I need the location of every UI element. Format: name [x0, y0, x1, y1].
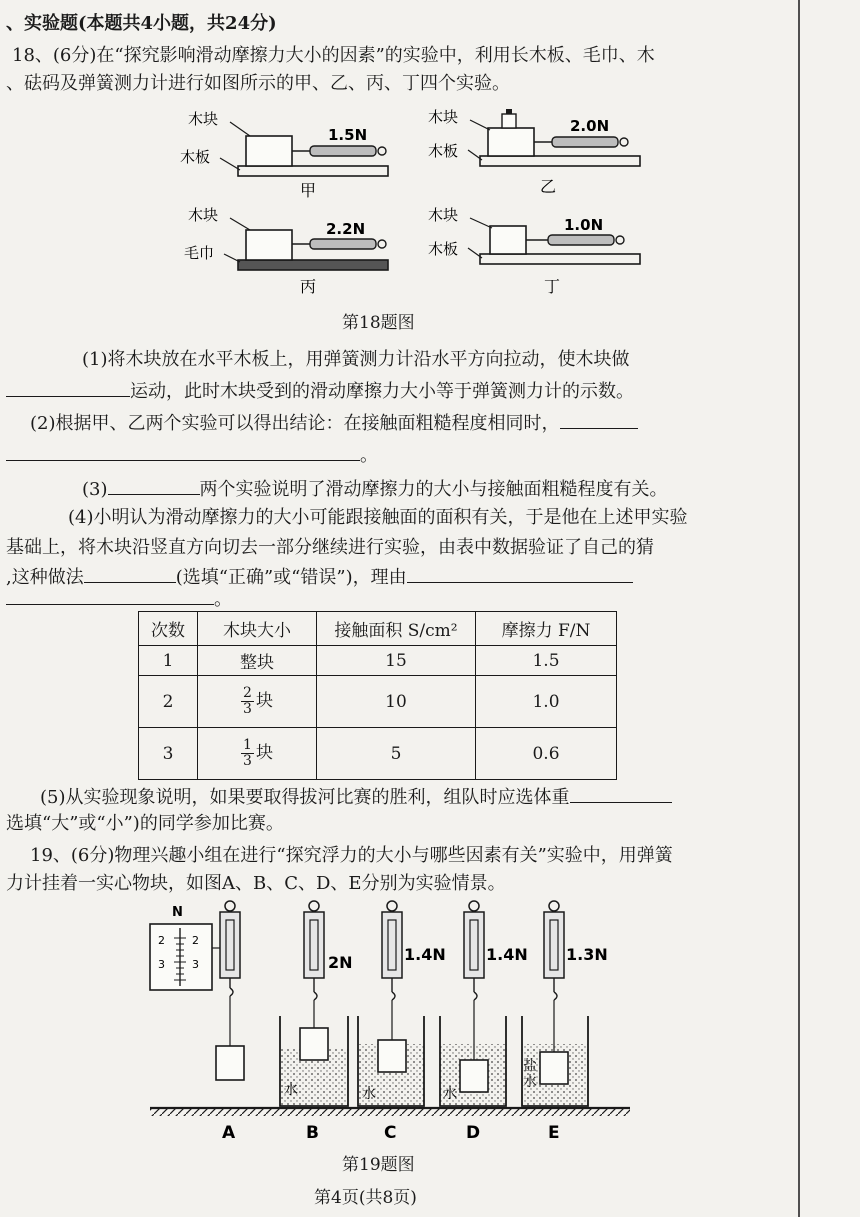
scale-mark: 3 [192, 958, 199, 971]
cell-force: 1.0 [476, 676, 617, 728]
liquid-label: 水 [362, 1086, 376, 1102]
fraction [241, 686, 254, 717]
q19-line1: 19、(6分)物理兴趣小组在进行“探究浮力的大小与哪些因素有关”实验中，用弹簧 [30, 845, 673, 866]
spring-scale [220, 912, 240, 978]
letter-label: D [466, 1123, 481, 1143]
answer-blank[interactable] [560, 410, 638, 429]
panel-name: 丁 [544, 277, 561, 296]
spring-scale [544, 912, 564, 978]
cell-force: 0.6 [476, 728, 617, 780]
panel-bing [184, 206, 388, 296]
q18-part3-text: 两个实验说明了滑动摩擦力的大小与接触面粗糙程度有关。 [199, 479, 668, 500]
period: 。 [360, 445, 378, 466]
q18-part5-line1 [40, 784, 672, 810]
cell-area: 5 [317, 728, 476, 780]
weight-knob [506, 109, 512, 114]
letter-label: B [306, 1123, 319, 1143]
cell-trial: 2 [139, 676, 198, 728]
q18-part2-text: (2)根据甲、乙两个实验可以得出结论：在接触面粗糙程度相同时， [30, 413, 560, 434]
spring-scale [548, 235, 614, 245]
q18-part5-line2: 选填“大”或“小”)的同学参加比赛。 [6, 813, 284, 834]
q18-figure-svg [150, 104, 650, 306]
setup-d [440, 901, 528, 1143]
board [480, 254, 640, 264]
spring-scale [552, 137, 618, 147]
cell-size: 整块 [198, 646, 317, 676]
board-label: 木板 [428, 240, 459, 258]
answer-blank[interactable] [570, 784, 672, 803]
q19-figure-caption: 第19题图 [342, 1155, 415, 1175]
answer-blank[interactable] [6, 442, 360, 461]
setup-b [280, 901, 353, 1143]
cell-trial: 3 [139, 728, 198, 780]
q18-figure [150, 104, 650, 306]
ground-hatch [150, 1109, 630, 1116]
object-block [216, 1046, 244, 1080]
board [238, 166, 388, 176]
q18-part4-text-a: ,这种做法 [6, 567, 84, 588]
spring-scale [304, 912, 324, 978]
reading-label: 1.5N [328, 126, 368, 144]
page-footer: 第4页(共8页) [314, 1188, 417, 1208]
towel-label: 毛巾 [184, 244, 215, 262]
table-header-row [139, 612, 617, 646]
table-row [139, 646, 617, 676]
friction-data-table [138, 611, 617, 780]
answer-blank[interactable] [6, 586, 214, 605]
block-label: 木块 [428, 206, 459, 224]
q18-line2: 、砝码及弹簧测力计进行如图所示的甲、乙、丙、丁四个实验。 [6, 73, 510, 94]
q18-line1: 18、(6分)在“探究影响滑动摩擦力大小的因素”的实验中，利用长木板、毛巾、木 [12, 45, 655, 66]
cut-wood-block [490, 226, 526, 254]
board [480, 156, 640, 166]
answer-blank[interactable] [407, 564, 633, 583]
col-header: 接触面积 S/cm² [317, 612, 476, 646]
size-unit: 块 [255, 691, 273, 711]
denominator: 3 [243, 753, 252, 769]
letter-label: E [548, 1123, 560, 1143]
letter-label: A [222, 1123, 236, 1143]
scale-mark: 3 [158, 958, 165, 971]
col-header: 次数 [139, 612, 198, 646]
q18-part5-text: (5)从实验现象说明，如果要取得拔河比赛的胜利，组队时应选体重 [40, 787, 570, 808]
setup-e [522, 901, 608, 1143]
weight [502, 114, 516, 128]
spring-scale [310, 239, 376, 249]
size-unit: 块 [255, 743, 273, 763]
scale-mark: 2 [192, 934, 199, 947]
reading-label: 2.2N [326, 220, 366, 238]
q18-part1-text: 运动，此时木块受到的滑动摩擦力大小等于弹簧测力计的示数。 [130, 381, 634, 402]
cell-area: 15 [317, 646, 476, 676]
cell-force: 1.5 [476, 646, 617, 676]
spring-scale [310, 146, 376, 156]
object-block [300, 1028, 328, 1060]
table-row [139, 728, 617, 780]
q19-line2: 力计挂着一实心物块，如图A、B、C、D、E分别为实验情景。 [6, 873, 506, 894]
block-label: 木块 [188, 110, 219, 128]
cell-size [198, 728, 317, 780]
setup-a [216, 901, 244, 1143]
section-heading: 、实验题(本题共4小题，共24分) [6, 13, 277, 34]
reading-label: 2N [328, 953, 353, 972]
q18-part3-number: (3) [82, 479, 108, 500]
cell-trial: 1 [139, 646, 198, 676]
q18-part4-line1: (4)小明认为滑动摩擦力的大小可能跟接触面的面积有关，于是他在上述甲实验 [68, 507, 688, 528]
col-header: 木块大小 [198, 612, 317, 646]
fraction [241, 738, 254, 769]
q18-part1-line2 [6, 378, 634, 404]
reading-label: 1.3N [566, 945, 608, 964]
liquid-label: 水 [443, 1086, 457, 1102]
numerator: 1 [243, 737, 252, 753]
q18-part3 [82, 476, 668, 502]
q18-part2-line2 [6, 442, 378, 468]
spring-scale [382, 912, 402, 978]
reading-label: 1.0N [564, 216, 604, 234]
reading-label: 1.4N [486, 945, 528, 964]
q19-figure-svg [130, 898, 650, 1148]
cell-size [198, 676, 317, 728]
board-label: 木板 [180, 148, 211, 166]
page-margin-rule [798, 0, 800, 1217]
spring-scale [464, 912, 484, 978]
q19-figure [130, 898, 650, 1148]
answer-blank[interactable] [84, 564, 176, 583]
block-label: 木块 [188, 206, 219, 224]
unit-label: N [172, 905, 183, 920]
object-block [540, 1052, 568, 1084]
q18-part4-line2: 基础上，将木块沿竖直方向切去一部分继续进行实验，由表中数据验证了自己的猜 [6, 537, 654, 558]
numerator: 2 [243, 685, 252, 701]
q18-figure-caption: 第18题图 [342, 313, 415, 333]
object-block [378, 1040, 406, 1072]
q18-part2-line1 [30, 410, 638, 436]
q18-part1-line1: (1)将木块放在水平木板上，用弹簧测力计沿水平方向拉动，使木块做 [82, 349, 630, 370]
panel-ding [428, 206, 640, 296]
q18-part4-line4 [6, 586, 232, 612]
reading-label: 2.0N [570, 117, 610, 135]
cell-area: 10 [317, 676, 476, 728]
letter-label: C [384, 1123, 397, 1143]
panel-name: 甲 [300, 181, 317, 200]
panel-jia [180, 110, 388, 200]
period: 。 [214, 589, 232, 610]
setup-c [358, 901, 446, 1143]
board-label: 木板 [428, 142, 459, 160]
table-row [139, 676, 617, 728]
liquid-label-wrap [523, 1058, 541, 1104]
liquid-label: 水 [284, 1082, 298, 1098]
object-block [460, 1060, 488, 1092]
panel-yi [428, 108, 640, 196]
wood-block [246, 136, 292, 166]
answer-blank[interactable] [6, 378, 130, 397]
panel-name: 丙 [300, 277, 317, 296]
panel-name: 乙 [540, 177, 557, 196]
reading-label: 1.4N [404, 945, 446, 964]
wood-block [246, 230, 292, 260]
scale-mark: 2 [158, 934, 165, 947]
col-header: 摩擦力 F/N [476, 612, 617, 646]
towel [238, 260, 388, 270]
wood-block [488, 128, 534, 156]
liquid-label: 盐水 [523, 1058, 537, 1090]
q18-part4-text-b: (选填“正确”或“错误”)，理由 [175, 567, 407, 588]
block-label: 木块 [428, 108, 459, 126]
answer-blank[interactable] [108, 476, 200, 495]
denominator: 3 [243, 701, 252, 717]
